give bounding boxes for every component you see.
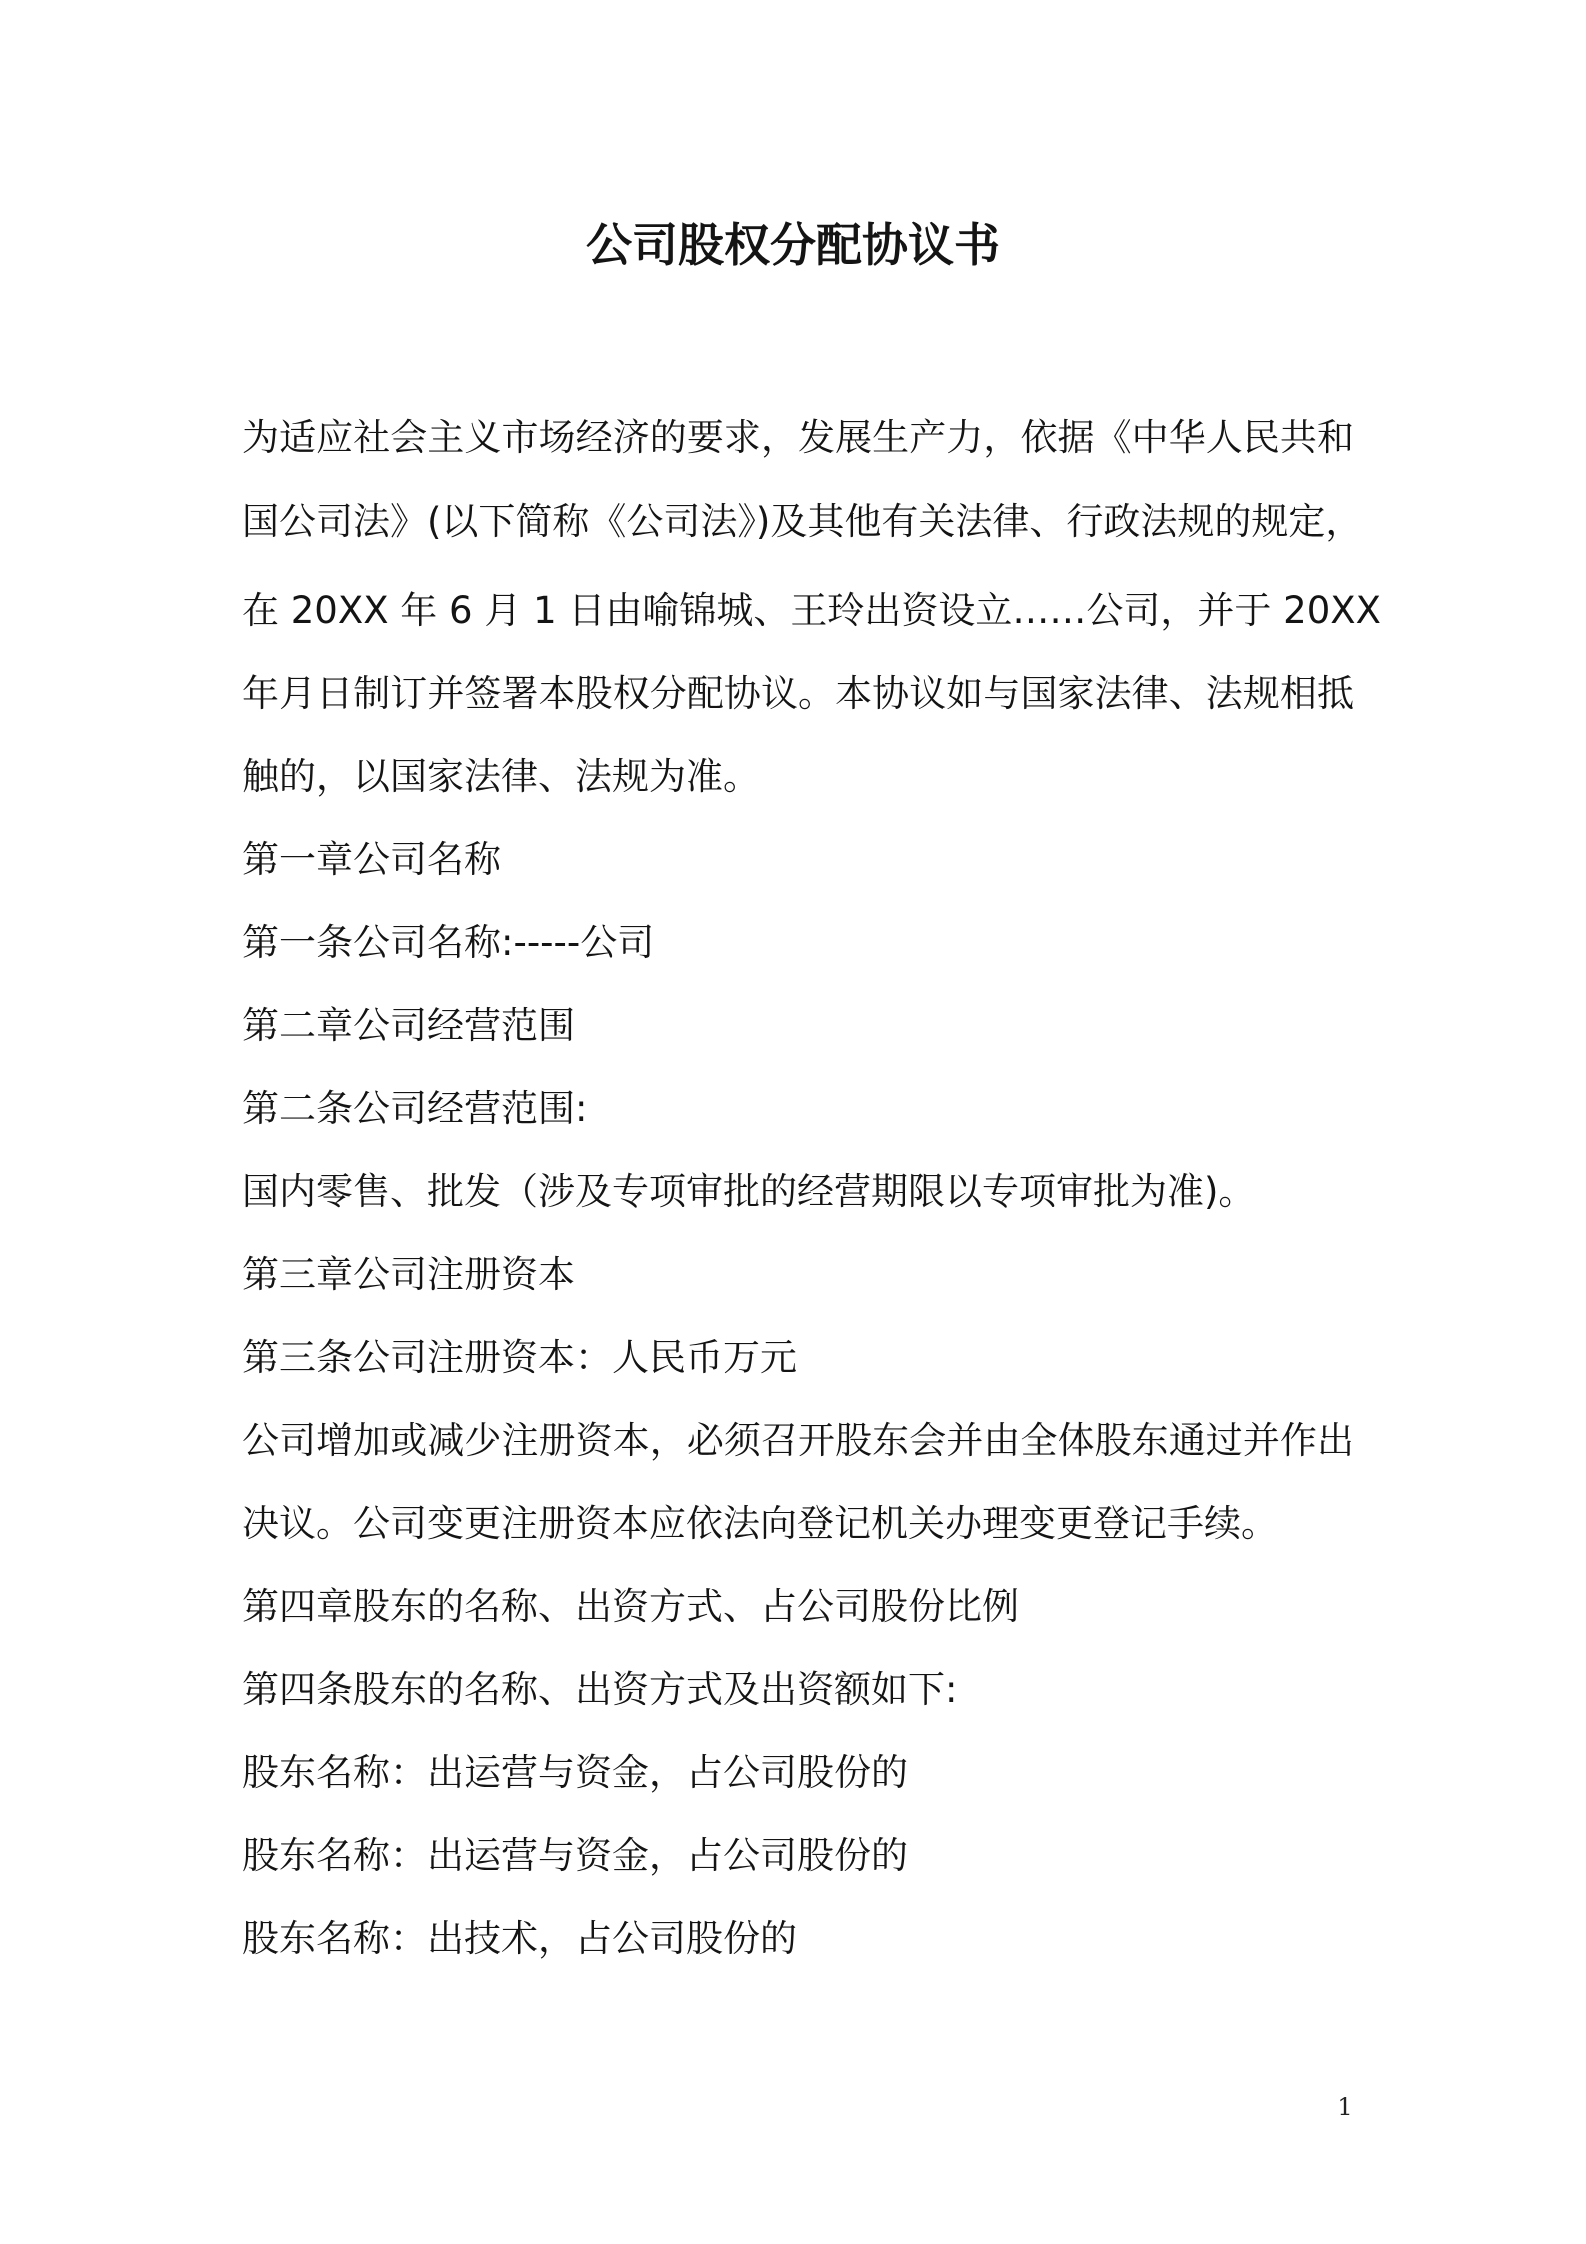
article-3-detail-line-2: 决议。公司变更注册资本应依法向登记机关办理变更登记手续。	[242, 1502, 1278, 1545]
chapter-2-heading: 第二章公司经营范围	[242, 1004, 575, 1047]
document-title: 公司股权分配协议书	[586, 218, 1000, 272]
article-2-detail: 国内零售、批发（涉及专项审批的经营期限以专项审批为准)。	[242, 1170, 1256, 1213]
preamble-line-3: 在 20XX 年 6 月 1 日由喻锦城、王玲出资设立……公司，并于 20XX	[242, 589, 1381, 632]
chapter-3-heading: 第三章公司注册资本	[242, 1253, 575, 1296]
shareholder-line-1: 股东名称：出运营与资金，占公司股份的	[242, 1751, 908, 1794]
preamble-line-4: 年月日制订并签署本股权分配协议。本协议如与国家法律、法规相抵	[242, 672, 1354, 715]
article-4: 第四条股东的名称、出资方式及出资额如下:	[242, 1668, 958, 1711]
article-1: 第一条公司名称:-----公司	[242, 921, 655, 964]
article-3-detail-line-1: 公司增加或减少注册资本，必须召开股东会并由全体股东通过并作出	[242, 1419, 1354, 1462]
shareholder-line-2: 股东名称：出运营与资金，占公司股份的	[242, 1834, 908, 1877]
chapter-1-heading: 第一章公司名称	[242, 838, 501, 881]
chapter-4-heading: 第四章股东的名称、出资方式、占公司股份比例	[242, 1585, 1019, 1628]
article-2: 第二条公司经营范围:	[242, 1087, 588, 1130]
preamble-line-2: 国公司法》(以下简称《公司法》)及其他有关法律、行政法规的规定，	[242, 500, 1363, 543]
preamble-line-1: 为适应社会主义市场经济的要求，发展生产力，依据《中华人民共和	[242, 416, 1354, 459]
article-3: 第三条公司注册资本：人民币万元	[242, 1336, 797, 1379]
preamble-line-5: 触的，以国家法律、法规为准。	[242, 755, 760, 798]
page-number: 1	[1337, 2093, 1353, 2121]
shareholder-line-3: 股东名称：出技术，占公司股份的	[242, 1917, 797, 1960]
